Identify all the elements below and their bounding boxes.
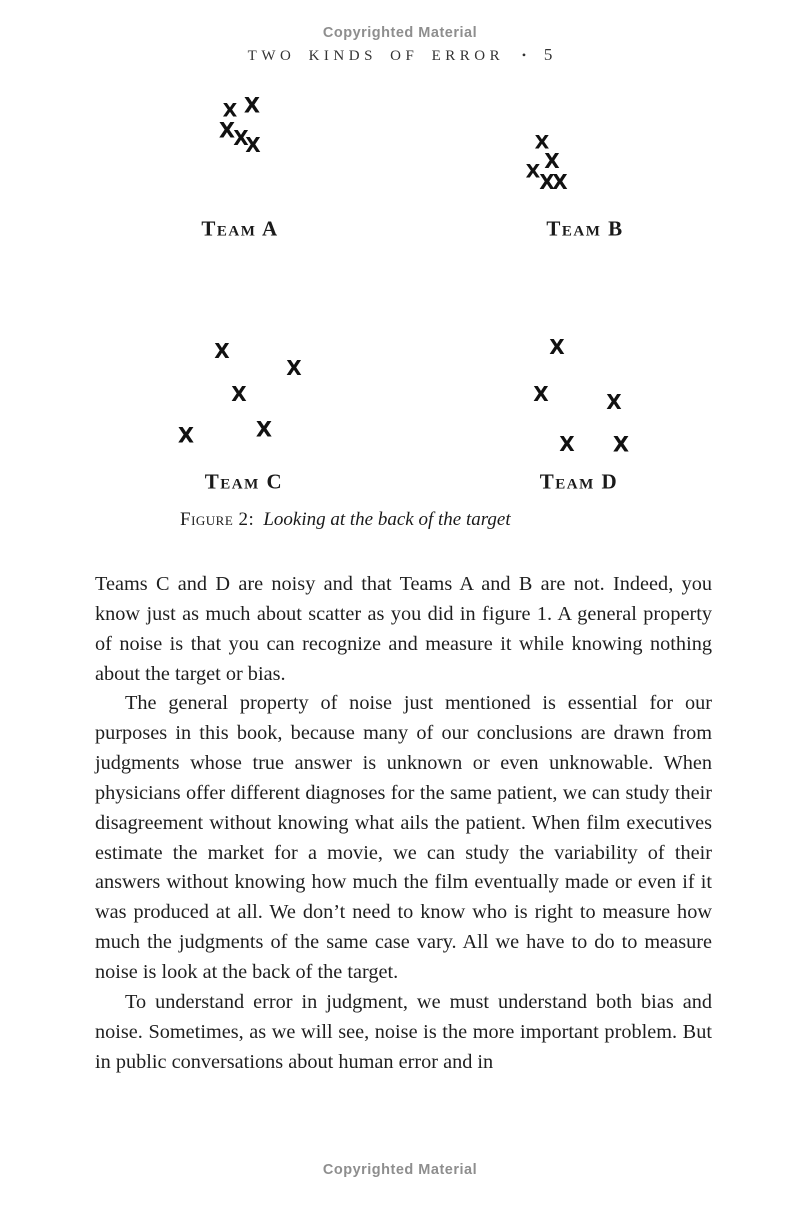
target-mark-x: X bbox=[525, 160, 541, 183]
target-mark-x: X bbox=[549, 335, 565, 359]
paragraph-2: The general property of noise just mentioned is essential for our purposes in this book, because many of our conclusions are drawn from judgments whose true answer is unknown or even unknowable. When physicians offer different diagnoses for the same patient, we can study their disagreement without knowing what ails the patient. When film executives estimate the market for a movie, we can study the variability of their answers without knowing how much the film eventually made or even if it was produced at all. We don’t need to know who is right to measure how much the judgments of the same case vary. All we have to do to measure noise is look at the back of the target. bbox=[95, 692, 712, 983]
target-mark-x: X bbox=[218, 118, 236, 143]
bullet-separator: • bbox=[521, 48, 527, 62]
figure-caption bbox=[180, 509, 511, 531]
target-mark-x: X bbox=[255, 417, 273, 442]
team-a-label: Team A bbox=[201, 216, 279, 241]
team-b-label: Team B bbox=[546, 216, 624, 241]
target-mark-x: X bbox=[222, 99, 238, 122]
figure-caption-text: Looking at the back of the target bbox=[263, 509, 511, 530]
paragraph-3: To understand error in judgment, we must understand both bias and noise. Sometimes, as we will see, noise is the more important problem. But in public conversations about human error and in bbox=[95, 990, 712, 1073]
target-mark-x: X bbox=[533, 382, 549, 406]
body-text bbox=[95, 570, 712, 1077]
target-mark-x: X bbox=[214, 339, 230, 363]
copyright-notice-top: Copyrighted Material bbox=[322, 25, 478, 41]
page-number: 5 bbox=[543, 45, 553, 64]
chapter-title: TWO KINDS OF ERROR bbox=[247, 48, 505, 64]
team-d-label: Team D bbox=[539, 469, 619, 494]
target-mark-x: X bbox=[243, 93, 261, 118]
target-mark-x: X bbox=[606, 390, 622, 414]
figure-caption-label: Figure 2: bbox=[180, 509, 255, 530]
target-mark-x: X bbox=[612, 432, 630, 457]
target-mark-x: X bbox=[552, 170, 568, 194]
target-mark-x: X bbox=[534, 131, 550, 154]
target-mark-x: X bbox=[544, 149, 560, 173]
target-mark-x: X bbox=[231, 382, 247, 406]
target-mark-x: X bbox=[245, 133, 261, 157]
paragraph-1: Teams C and D are noisy and that Teams A and B are not. Indeed, you know just as much about scatter as you did in figure 1. A general property of noise is that you can recognize and measure it while knowing nothing about the target or bias. bbox=[95, 573, 712, 685]
target-mark-x: X bbox=[286, 356, 302, 380]
target-mark-x: X bbox=[177, 423, 195, 448]
target-mark-x: X bbox=[233, 126, 249, 150]
copyright-notice-bottom: Copyrighted Material bbox=[322, 1162, 478, 1178]
team-c-label: Team C bbox=[204, 469, 284, 494]
target-mark-x: X bbox=[559, 432, 575, 456]
target-mark-x: X bbox=[539, 170, 555, 194]
